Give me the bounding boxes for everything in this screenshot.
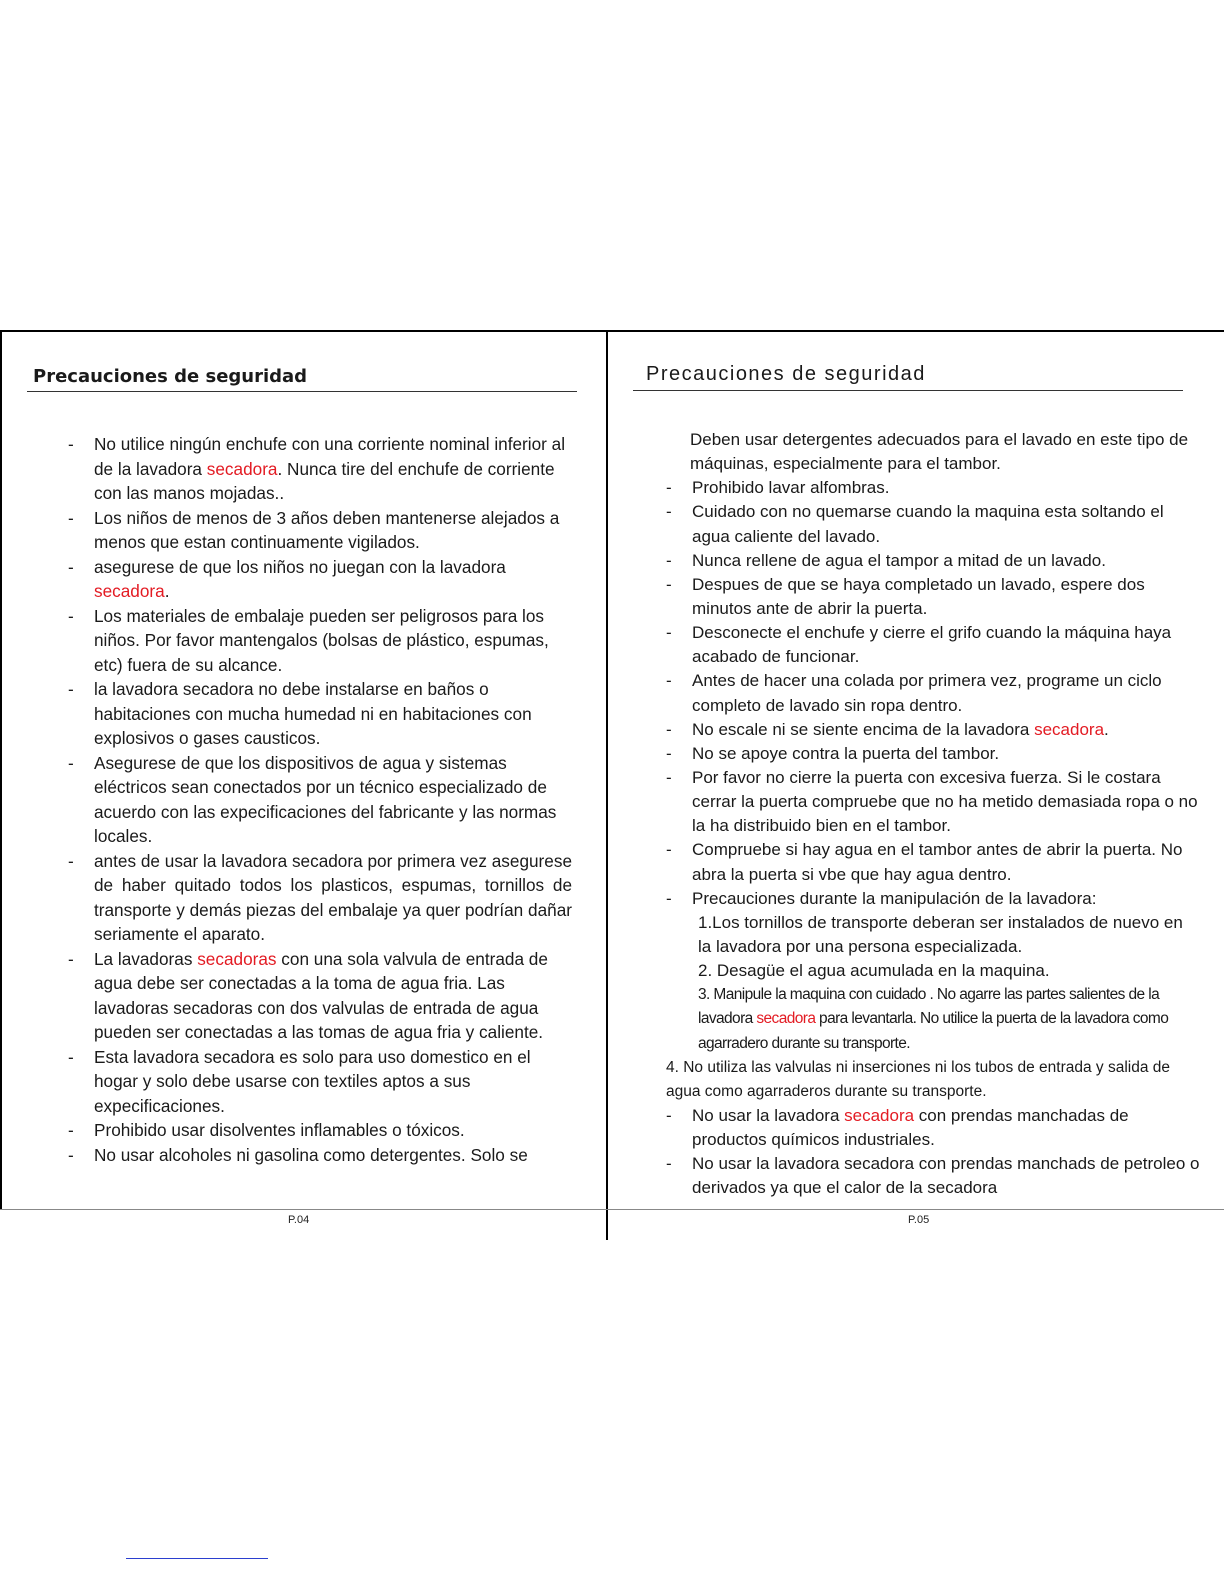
left-title-rule [27,391,577,392]
list-item: - Antes de hacer una colada por primera vez, programe un ciclo completo de lavado sin ropa dentro. [666,671,1162,715]
list-item: - Los materiales de embalaje pueden ser peligrosos para los niños. Por favor mantengalos (bolsas de plástico, espumas, etc) fuera de su alcance. [68,605,549,675]
list-item: - Nunca rellene de agua el tampor a mitad de un lavado. [666,550,1106,570]
list-item: - No utilice ningún enchufe con una corriente nominal inferior al de la lavadora secadora. Nunca tire del enchufe de corriente con las manos mojadas.. [68,434,566,503]
list-item: - Compruebe si hay agua en el tambor antes de abrir la puerta. No abra la puerta si vbe que hay agua dentro. [666,840,1183,884]
list-item: - No usar alcoholes ni gasolina como detergentes. Solo se [68,1144,528,1165]
right-page-title: Precauciones de seguridad [646,363,926,385]
list-item: - asegurese de que los niños no juegan con la lavadora secadora. [68,556,506,601]
right-page-number: P.05 [908,1214,930,1226]
right-title-rule [633,390,1183,391]
frame-top-line [0,330,1224,332]
list-item: - Prohibido usar disolventes inflamables o tóxicos. [68,1120,465,1140]
footer-link-underline [126,1558,268,1559]
right-page-list [660,428,1200,1201]
list-item: - La lavadoras secadoras con una sola valvula de entrada de agua debe ser conectadas a la toma de agua fria. Las lavadoras secadoras con dos valvulas de entrada de agua pueden ser conectadas a las tomas de agua fria y caliente. [68,948,548,1042]
list-item: - Despues de que se haya completado un lavado, espere dos minutos ante de abrir la puerta. [666,574,1145,618]
list-item: - Asegurese de que los dispositivos de agua y sistemas eléctricos sean conectados por un técnico especializado de acuerdo con las expecificaciones del fabricante y las normas locales. [68,752,557,846]
list-item: - No usar la lavadora secadora con prendas manchadas de productos químicos industriales. [666,1105,1129,1150]
frame-center-divider [606,330,608,1240]
frame-bottom-line [0,1209,1224,1210]
frame-left-line [0,330,2,1210]
list-item: - Esta lavadora secadora es solo para uso domestico en el hogar y solo debe usarse con textiles aptos a sus expecificaciones. [68,1046,531,1116]
sub-item: 3. Manipule la maquina con cuidado . No agarre las partes salientes de la lavadora secadora para levantarla. No utilice la puerta de la lavadora como agarradero durante su transporte. [698,986,1169,1052]
left-page-title: Precauciones de seguridad [33,366,308,387]
continuation-text: Deben usar detergentes adecuados para el lavado en este tipo de máquinas, especialmente para el tambor. [690,430,1189,474]
sub-item: 1.Los tornillos de transporte deberan ser instalados de nuevo en la lavadora por una persona especializada. [698,912,1183,956]
left-page-number: P.04 [288,1214,310,1226]
list-item: - la lavadora secadora no debe instalarse en baños o habitaciones con mucha humedad ni en habitaciones con explosivos o gases causticos. [68,679,532,748]
left-page-list [62,432,572,1167]
sub-item: 2. Desagüe el agua acumulada en la maquina. [698,961,1050,981]
list-item: - Precauciones durante la manipulación de la lavadora: [666,888,1097,908]
list-item: - No se apoye contra la puerta del tambor. [666,743,1000,763]
list-item: - No escale ni se siente encima de la lavadora secadora. [666,719,1109,739]
list-item: - Cuidado con no quemarse cuando la maquina esta soltando el agua caliente del lavado. [666,502,1164,546]
list-item: - Los niños de menos de 3 años deben mantenerse alejados a menos que estan continuamente vigilados. [68,507,560,552]
list-item: - No usar la lavadora secadora con prendas manchads de petroleo o derivados ya que el calor de la secadora [666,1154,1200,1198]
list-item: - Prohibido lavar alfombras. [666,478,890,498]
sub-item: 4. No utiliza las valvulas ni inserciones ni los tubos de entrada y salida de agua como agarraderos durante su transporte. [666,1058,1171,1100]
list-item: - antes de usar la lavadora secadora por primera vez asegurese de haber quitado todos los plasticos, espumas, tornillos de transporte y demás piezas del embalaje ya quer podrían dañar seriamente el aparato. [68,850,572,944]
list-item: - Por favor no cierre la puerta con excesiva fuerza. Si le costara cerrar la puerta compruebe que no ha metido demasiada ropa o no la ha distribuido bien en el tambor. [666,767,1198,836]
list-item: - Desconecte el enchufe y cierre el grifo cuando la máquina haya acabado de funcionar. [666,623,1172,667]
